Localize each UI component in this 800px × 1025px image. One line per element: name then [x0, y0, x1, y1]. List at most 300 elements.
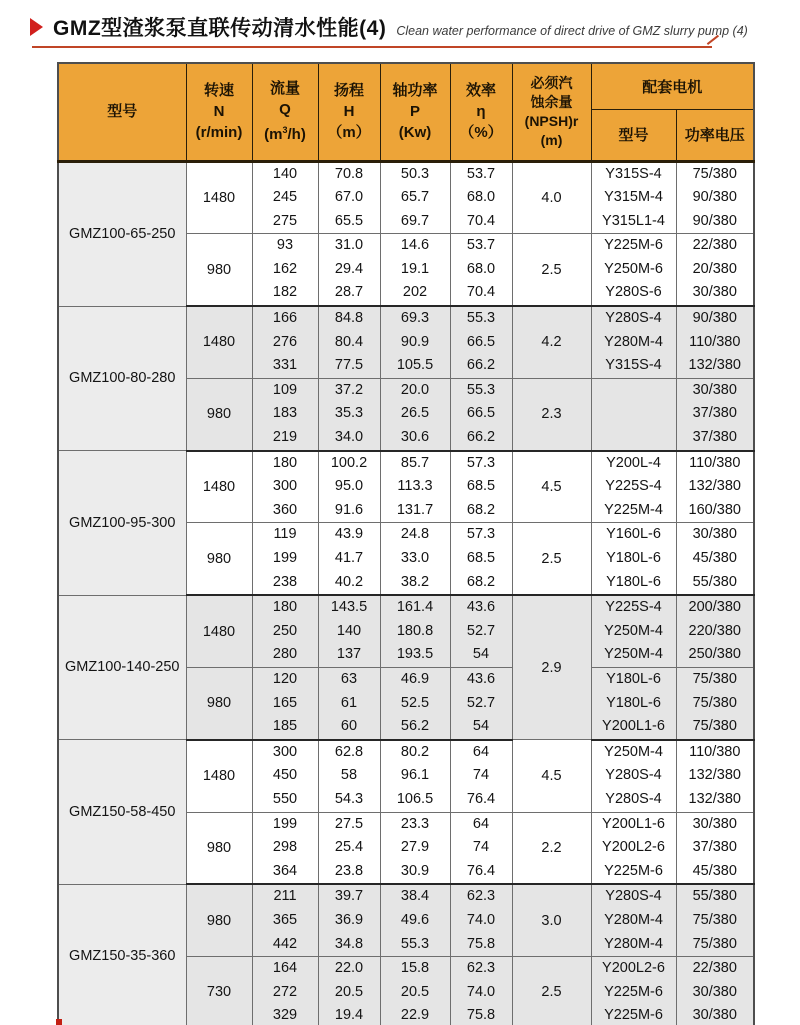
head-cell: [318, 378, 380, 450]
flow-cell: [252, 451, 318, 523]
flow-cell-value: 300: [272, 743, 298, 760]
efficiency-cell-value: 43.6: [466, 670, 496, 687]
head-cell: [318, 595, 380, 667]
shaft-power-cell: [380, 234, 450, 306]
head-cell-value: 63: [340, 670, 358, 687]
motor-model-cell-value: Y315L1-4: [602, 212, 665, 229]
flow-cell-value: 183: [272, 405, 298, 422]
shaft-power-cell-value: 22.9: [400, 1007, 430, 1024]
shaft-power-cell: [380, 161, 450, 234]
col-header-head: 扬程 H （m）: [318, 63, 380, 161]
motor-model-cell-value: Y280S-4: [605, 790, 662, 807]
col-header-motor-group: 配套电机: [591, 63, 754, 109]
power-voltage-cell-value: 132/380: [688, 790, 741, 807]
shaft-power-cell-value: 55.3: [400, 935, 430, 952]
page-subtitle: Clean water performance of direct drive of GMZ slurry pump (4): [396, 24, 748, 38]
efficiency-cell-value: 53.7: [466, 165, 496, 182]
efficiency-cell: [450, 740, 512, 812]
motor-model-cell-value: Y180L-6: [606, 550, 661, 566]
power-voltage-cell: [676, 957, 754, 1025]
shaft-power-cell: [380, 812, 450, 884]
efficiency-cell: [450, 306, 512, 378]
flow-cell-value: 199: [272, 815, 298, 832]
page-header: [30, 12, 748, 48]
head-cell: [318, 523, 380, 595]
motor-model-cell-value: Y280M-4: [604, 911, 663, 928]
motor-model-cell-value: Y180L-6: [606, 694, 661, 711]
flow-cell-value: 182: [272, 284, 298, 301]
motor-model-cell-value: Y200L2-6: [602, 960, 665, 977]
motor-model-cell: [591, 740, 676, 812]
power-voltage-cell-value: 30/380: [692, 983, 737, 1000]
motor-model-cell-value: Y280S-6: [605, 284, 662, 301]
pump-model-cell: GMZ150-35-360: [58, 884, 186, 1025]
motor-model-cell-value: Y200L2-6: [602, 839, 665, 856]
power-voltage-cell-value: 22/380: [692, 960, 737, 977]
flow-cell: [252, 161, 318, 234]
flow-cell: [252, 595, 318, 667]
motor-model-cell-value: Y225M-6: [604, 983, 663, 1000]
motor-model-cell: [591, 957, 676, 1025]
head-cell-value: 37.2: [334, 381, 364, 398]
efficiency-cell: [450, 812, 512, 884]
col-header-speed: 转速 N (r/min): [186, 63, 252, 161]
head-cell-value: 35.3: [334, 405, 364, 422]
power-voltage-cell-value: 90/380: [692, 189, 737, 206]
flow-cell: [252, 812, 318, 884]
motor-model-cell-value: Y225M-6: [604, 862, 663, 879]
power-voltage-cell-value: 90/380: [692, 310, 737, 327]
npsh-cell: 3.0: [512, 884, 591, 956]
power-voltage-cell-value: 37/380: [692, 839, 737, 856]
motor-model-cell-value: Y225M-6: [604, 1007, 663, 1024]
flow-cell-value: 119: [273, 526, 297, 543]
power-voltage-cell-value: 75/380: [692, 165, 737, 182]
efficiency-cell-value: 75.8: [466, 935, 496, 952]
shaft-power-cell-value: 96.1: [400, 767, 430, 784]
power-voltage-cell-value: 75/380: [692, 911, 737, 928]
efficiency-cell-value: 62.3: [466, 960, 496, 977]
flow-cell: [252, 667, 318, 739]
flow-cell: [252, 523, 318, 595]
page-title: GMZ型渣浆泵直联传动清水性能(4): [53, 17, 387, 40]
motor-model-cell: [591, 595, 676, 667]
shaft-power-cell-value: 105.5: [396, 357, 434, 374]
head-cell-value: 65.5: [334, 212, 364, 229]
power-voltage-cell-value: 55/380: [692, 888, 737, 905]
power-voltage-cell-value: 110/380: [689, 333, 741, 350]
shaft-power-cell-value: 26.5: [400, 405, 430, 422]
head-cell-value: 77.5: [334, 357, 364, 374]
flow-cell-value: 245: [272, 189, 298, 206]
motor-model-cell-value: Y250M-4: [604, 743, 663, 760]
power-voltage-cell: [676, 523, 754, 595]
shaft-power-cell-value: 24.8: [400, 526, 430, 543]
shaft-power-cell: [380, 451, 450, 523]
motor-model-cell-value: Y225M-4: [604, 501, 663, 518]
speed-cell: 730: [186, 957, 252, 1025]
power-voltage-cell: [676, 812, 754, 884]
efficiency-cell-value: 54: [472, 646, 490, 663]
head-cell-value: 61: [340, 694, 358, 711]
flow-cell-value: 450: [272, 767, 298, 784]
speed-cell: 980: [186, 378, 252, 450]
flow-cell-value: 442: [272, 935, 298, 952]
power-voltage-cell: [676, 161, 754, 234]
npsh-cell: 4.5: [512, 451, 591, 523]
motor-model-cell-value: Y200L1-6: [602, 815, 665, 832]
speed-cell: 980: [186, 667, 252, 739]
head-cell-value: 39.7: [334, 888, 364, 905]
efficiency-cell-value: 57.3: [466, 454, 496, 471]
flow-cell-value: 185: [272, 718, 298, 735]
efficiency-cell-value: 57.3: [466, 526, 496, 543]
power-voltage-cell: [676, 234, 754, 306]
head-cell-value: 84.8: [334, 310, 364, 327]
shaft-power-cell-value: 27.9: [400, 839, 430, 856]
efficiency-cell-value: 68.5: [466, 550, 496, 566]
shaft-power-cell-value: 52.5: [400, 694, 430, 711]
efficiency-cell: [450, 378, 512, 450]
power-voltage-cell: [676, 306, 754, 378]
power-voltage-cell: [676, 451, 754, 523]
power-voltage-cell-value: 90/380: [692, 212, 737, 229]
efficiency-cell-value: 66.2: [466, 429, 496, 446]
head-cell: [318, 451, 380, 523]
motor-model-cell-value: Y250M-6: [604, 260, 663, 277]
power-voltage-cell-value: 75/380: [692, 935, 737, 952]
speed-cell: 1480: [186, 740, 252, 812]
efficiency-cell: [450, 595, 512, 667]
speed-cell: 980: [186, 234, 252, 306]
motor-model-cell: [591, 667, 676, 739]
efficiency-cell-value: 70.4: [466, 284, 496, 301]
shaft-power-cell-value: 46.9: [400, 670, 430, 687]
head-cell: [318, 234, 380, 306]
power-voltage-cell-value: 37/380: [692, 429, 737, 446]
power-voltage-cell-value: 22/380: [692, 237, 737, 254]
efficiency-cell-value: 68.2: [466, 501, 496, 518]
flow-cell-value: 275: [272, 212, 298, 229]
shaft-power-cell-value: 56.2: [400, 718, 430, 735]
head-cell-value: 80.4: [334, 333, 364, 350]
motor-model-cell: [591, 306, 676, 378]
power-voltage-cell-value: 30/380: [692, 815, 737, 832]
head-cell-value: 34.8: [334, 935, 364, 952]
header-row-1: [58, 63, 754, 109]
shaft-power-cell-value: 69.3: [400, 310, 430, 327]
head-cell-value: 34.0: [334, 429, 364, 446]
shaft-power-cell: [380, 378, 450, 450]
title-underline: [32, 46, 712, 48]
power-voltage-cell-value: 132/380: [688, 357, 741, 374]
shaft-power-cell-value: 49.6: [400, 911, 430, 928]
head-cell-value: 27.5: [334, 815, 364, 832]
head-cell-value: 137: [336, 646, 362, 663]
head-cell-value: 67.0: [334, 189, 364, 206]
efficiency-cell-value: 43.6: [466, 599, 496, 616]
efficiency-cell: [450, 234, 512, 306]
power-voltage-cell-value: 30/380: [692, 381, 737, 398]
flow-cell: [252, 234, 318, 306]
efficiency-cell-value: 68.0: [466, 189, 496, 206]
head-cell: [318, 884, 380, 956]
table-row: [58, 595, 754, 667]
motor-model-cell: [591, 161, 676, 234]
efficiency-cell: [450, 523, 512, 595]
shaft-power-cell-value: 85.7: [400, 454, 430, 471]
motor-model-cell-value: Y315S-4: [605, 357, 662, 374]
speed-cell: 1480: [186, 306, 252, 378]
col-header-motor-model: 型号: [591, 109, 676, 161]
head-cell-value: 140: [336, 622, 362, 639]
motor-model-cell-value: Y250M-4: [604, 622, 663, 639]
performance-table: [57, 62, 755, 1025]
table-header: [58, 63, 754, 161]
motor-model-cell: [591, 812, 676, 884]
efficiency-cell-value: 75.8: [466, 1007, 496, 1024]
power-voltage-cell: [676, 378, 754, 450]
npsh-cell: 2.5: [512, 957, 591, 1025]
shaft-power-cell: [380, 884, 450, 956]
pump-model-cell: GMZ100-95-300: [58, 451, 186, 596]
efficiency-cell-value: 64: [472, 743, 490, 760]
efficiency-cell-value: 74.0: [466, 983, 496, 1000]
table-row: [58, 306, 754, 378]
shaft-power-cell-value: 193.5: [396, 646, 434, 663]
flow-cell-value: 272: [272, 983, 298, 1000]
flow-cell-value: 162: [272, 260, 298, 277]
shaft-power-cell-value: 14.6: [400, 237, 430, 254]
flow-cell-value: 166: [272, 310, 298, 327]
head-cell-value: 25.4: [334, 839, 364, 856]
shaft-power-cell-value: 106.5: [396, 790, 434, 807]
motor-model-cell: [591, 523, 676, 595]
head-cell-value: 20.5: [334, 983, 364, 1000]
npsh-cell: 2.9: [512, 595, 591, 740]
head-cell-value: 40.2: [334, 573, 364, 590]
motor-model-cell-value: Y280M-4: [604, 935, 663, 952]
table-row: [58, 451, 754, 523]
shaft-power-cell-value: 30.9: [400, 862, 430, 879]
efficiency-cell-value: 68.2: [466, 573, 496, 590]
head-cell: [318, 667, 380, 739]
shaft-power-cell-value: 20.0: [400, 381, 430, 398]
power-voltage-cell-value: 75/380: [692, 718, 737, 735]
efficiency-cell-value: 74.0: [466, 911, 496, 928]
shaft-power-cell-value: 69.7: [400, 212, 430, 229]
speed-cell: 980: [186, 884, 252, 956]
power-voltage-cell: [676, 740, 754, 812]
power-voltage-cell-value: 132/380: [688, 478, 741, 495]
motor-model-cell-value: Y225S-4: [605, 478, 662, 495]
flow-cell: [252, 378, 318, 450]
shaft-power-cell: [380, 595, 450, 667]
flow-cell-value: 199: [272, 550, 298, 566]
shaft-power-cell: [380, 306, 450, 378]
flow-cell: [252, 884, 318, 956]
power-voltage-cell-value: 75/380: [692, 694, 737, 711]
power-voltage-cell-value: 45/380: [692, 550, 737, 566]
col-header-efficiency: 效率 η （%）: [450, 63, 512, 161]
head-cell: [318, 161, 380, 234]
efficiency-cell-value: 66.5: [466, 333, 496, 350]
shaft-power-cell: [380, 667, 450, 739]
shaft-power-cell-value: 20.5: [400, 983, 430, 1000]
head-cell-value: 22.0: [334, 960, 364, 977]
table-row: [58, 161, 754, 234]
efficiency-cell-value: 55.3: [466, 381, 496, 398]
npsh-cell: 2.5: [512, 234, 591, 306]
head-cell-value: 143.5: [330, 599, 368, 616]
motor-model-cell-value: Y225S-4: [605, 599, 662, 616]
power-voltage-cell-value: 132/380: [688, 767, 741, 784]
motor-model-cell-value: Y180L-6: [606, 573, 661, 590]
flow-cell-value: 93: [276, 237, 294, 254]
shaft-power-cell-value: 50.3: [400, 165, 430, 182]
efficiency-cell-value: 74: [472, 839, 490, 856]
head-cell: [318, 812, 380, 884]
head-cell-value: 19.4: [334, 1007, 364, 1024]
shaft-power-cell-value: 33.0: [400, 550, 430, 566]
head-cell-value: 95.0: [334, 478, 364, 495]
power-voltage-cell-value: 220/380: [688, 622, 741, 639]
flow-cell-value: 180: [272, 599, 298, 616]
shaft-power-cell: [380, 523, 450, 595]
cubic-superscript: 3: [282, 125, 288, 136]
flow-cell-value: 180: [272, 454, 298, 471]
npsh-cell: 2.3: [512, 378, 591, 450]
head-cell: [318, 306, 380, 378]
power-voltage-cell-value: 30/380: [692, 526, 737, 543]
motor-model-cell-value: Y160L-6: [606, 526, 661, 543]
power-voltage-cell-value: 200/380: [688, 599, 741, 616]
table-body: [58, 161, 754, 1025]
motor-model-cell-value: Y200L-4: [606, 454, 661, 471]
shaft-power-cell-value: 19.1: [400, 260, 430, 277]
pump-model-cell: GMZ100-80-280: [58, 306, 186, 451]
motor-model-cell-value: [592, 402, 676, 426]
head-cell-value: 58: [340, 767, 358, 784]
speed-cell: 1480: [186, 451, 252, 523]
motor-model-cell-value: Y180L-6: [606, 670, 661, 687]
flow-cell-value: 140: [272, 165, 298, 182]
shaft-power-cell: [380, 740, 450, 812]
npsh-cell: 2.5: [512, 523, 591, 595]
head-cell: [318, 740, 380, 812]
speed-cell: 980: [186, 523, 252, 595]
power-voltage-cell-value: 75/380: [692, 670, 737, 687]
efficiency-cell-value: 70.4: [466, 212, 496, 229]
motor-model-cell-value: Y315M-4: [604, 189, 663, 206]
flow-cell-value: 329: [272, 1007, 298, 1024]
flow-cell-value: 238: [272, 573, 298, 590]
speed-cell: 1480: [186, 161, 252, 234]
efficiency-cell-value: 64: [472, 815, 490, 832]
efficiency-cell-value: 74: [472, 767, 490, 784]
col-header-model: 型号: [58, 63, 186, 161]
npsh-cell: 4.5: [512, 740, 591, 812]
power-voltage-cell-value: 37/380: [692, 405, 737, 422]
flow-cell-value: 219: [272, 429, 298, 446]
flow-cell-value: 120: [272, 670, 298, 687]
power-voltage-cell-value: 20/380: [692, 260, 737, 277]
flow-cell-value: 364: [272, 862, 298, 879]
head-cell-value: 29.4: [334, 260, 364, 277]
flow-cell: [252, 306, 318, 378]
head-cell-value: 36.9: [334, 911, 364, 928]
shaft-power-cell-value: 30.6: [400, 429, 430, 446]
efficiency-cell-value: 52.7: [466, 622, 496, 639]
flow-cell-value: 298: [272, 839, 298, 856]
motor-model-cell-value: Y250M-4: [604, 646, 663, 663]
power-voltage-cell: [676, 595, 754, 667]
shaft-power-cell-value: 15.8: [400, 960, 430, 977]
npsh-cell: 2.2: [512, 812, 591, 884]
flow-cell-value: 365: [272, 911, 298, 928]
efficiency-cell-value: 52.7: [466, 694, 496, 711]
motor-model-cell-value: Y280S-4: [605, 888, 662, 905]
head-cell-value: 100.2: [330, 454, 368, 471]
shaft-power-cell-value: 131.7: [396, 501, 434, 518]
power-voltage-cell-value: 110/380: [689, 743, 741, 760]
speed-cell: 980: [186, 812, 252, 884]
pump-model-cell: GMZ100-140-250: [58, 595, 186, 740]
shaft-power-cell-value: 113.3: [397, 478, 433, 495]
head-cell: [318, 957, 380, 1025]
npsh-cell: 4.0: [512, 161, 591, 234]
head-cell-value: 41.7: [334, 550, 364, 566]
efficiency-cell: [450, 667, 512, 739]
efficiency-cell-value: 76.4: [466, 862, 496, 879]
head-cell-value: 28.7: [334, 284, 364, 301]
shaft-power-cell-value: 38.2: [400, 573, 430, 590]
motor-model-cell-value: Y280S-4: [605, 767, 662, 784]
flow-cell-value: 550: [272, 790, 298, 807]
flow-cell-value: 280: [272, 646, 298, 663]
shaft-power-cell-value: 38.4: [400, 888, 430, 905]
head-cell-value: 91.6: [334, 501, 364, 518]
power-voltage-cell-value: 30/380: [692, 1007, 737, 1024]
motor-model-cell-value: [592, 379, 676, 403]
flow-cell-value: 211: [273, 888, 297, 905]
power-voltage-cell-value: 250/380: [688, 646, 741, 663]
efficiency-cell: [450, 884, 512, 956]
power-voltage-cell-value: 30/380: [692, 284, 737, 301]
motor-model-cell-value: Y225M-6: [604, 237, 663, 254]
head-cell-value: 70.8: [334, 165, 364, 182]
flow-cell: [252, 740, 318, 812]
motor-model-cell-value: Y280M-4: [604, 333, 663, 350]
efficiency-cell-value: 55.3: [466, 310, 496, 327]
efficiency-cell-value: 53.7: [466, 237, 496, 254]
flow-cell: [252, 957, 318, 1025]
head-cell-value: 54.3: [334, 790, 364, 807]
efficiency-cell-value: 68.5: [466, 478, 496, 495]
shaft-power-cell-value: 161.4: [396, 599, 434, 616]
efficiency-cell-value: 76.4: [466, 790, 496, 807]
head-cell-value: 31.0: [334, 237, 364, 254]
motor-model-cell: [591, 451, 676, 523]
power-voltage-cell-value: 110/380: [689, 454, 741, 471]
flow-cell-value: 331: [272, 357, 298, 374]
col-header-motor-power-voltage: 功率电压: [676, 109, 754, 161]
flow-cell-value: 250: [272, 622, 298, 639]
page-corner-artifact: [56, 1019, 62, 1025]
col-header-npsh: 必须汽 蚀余量 (NPSH)r (m): [512, 63, 591, 161]
efficiency-cell: [450, 161, 512, 234]
motor-model-cell-value: Y315S-4: [605, 165, 662, 182]
